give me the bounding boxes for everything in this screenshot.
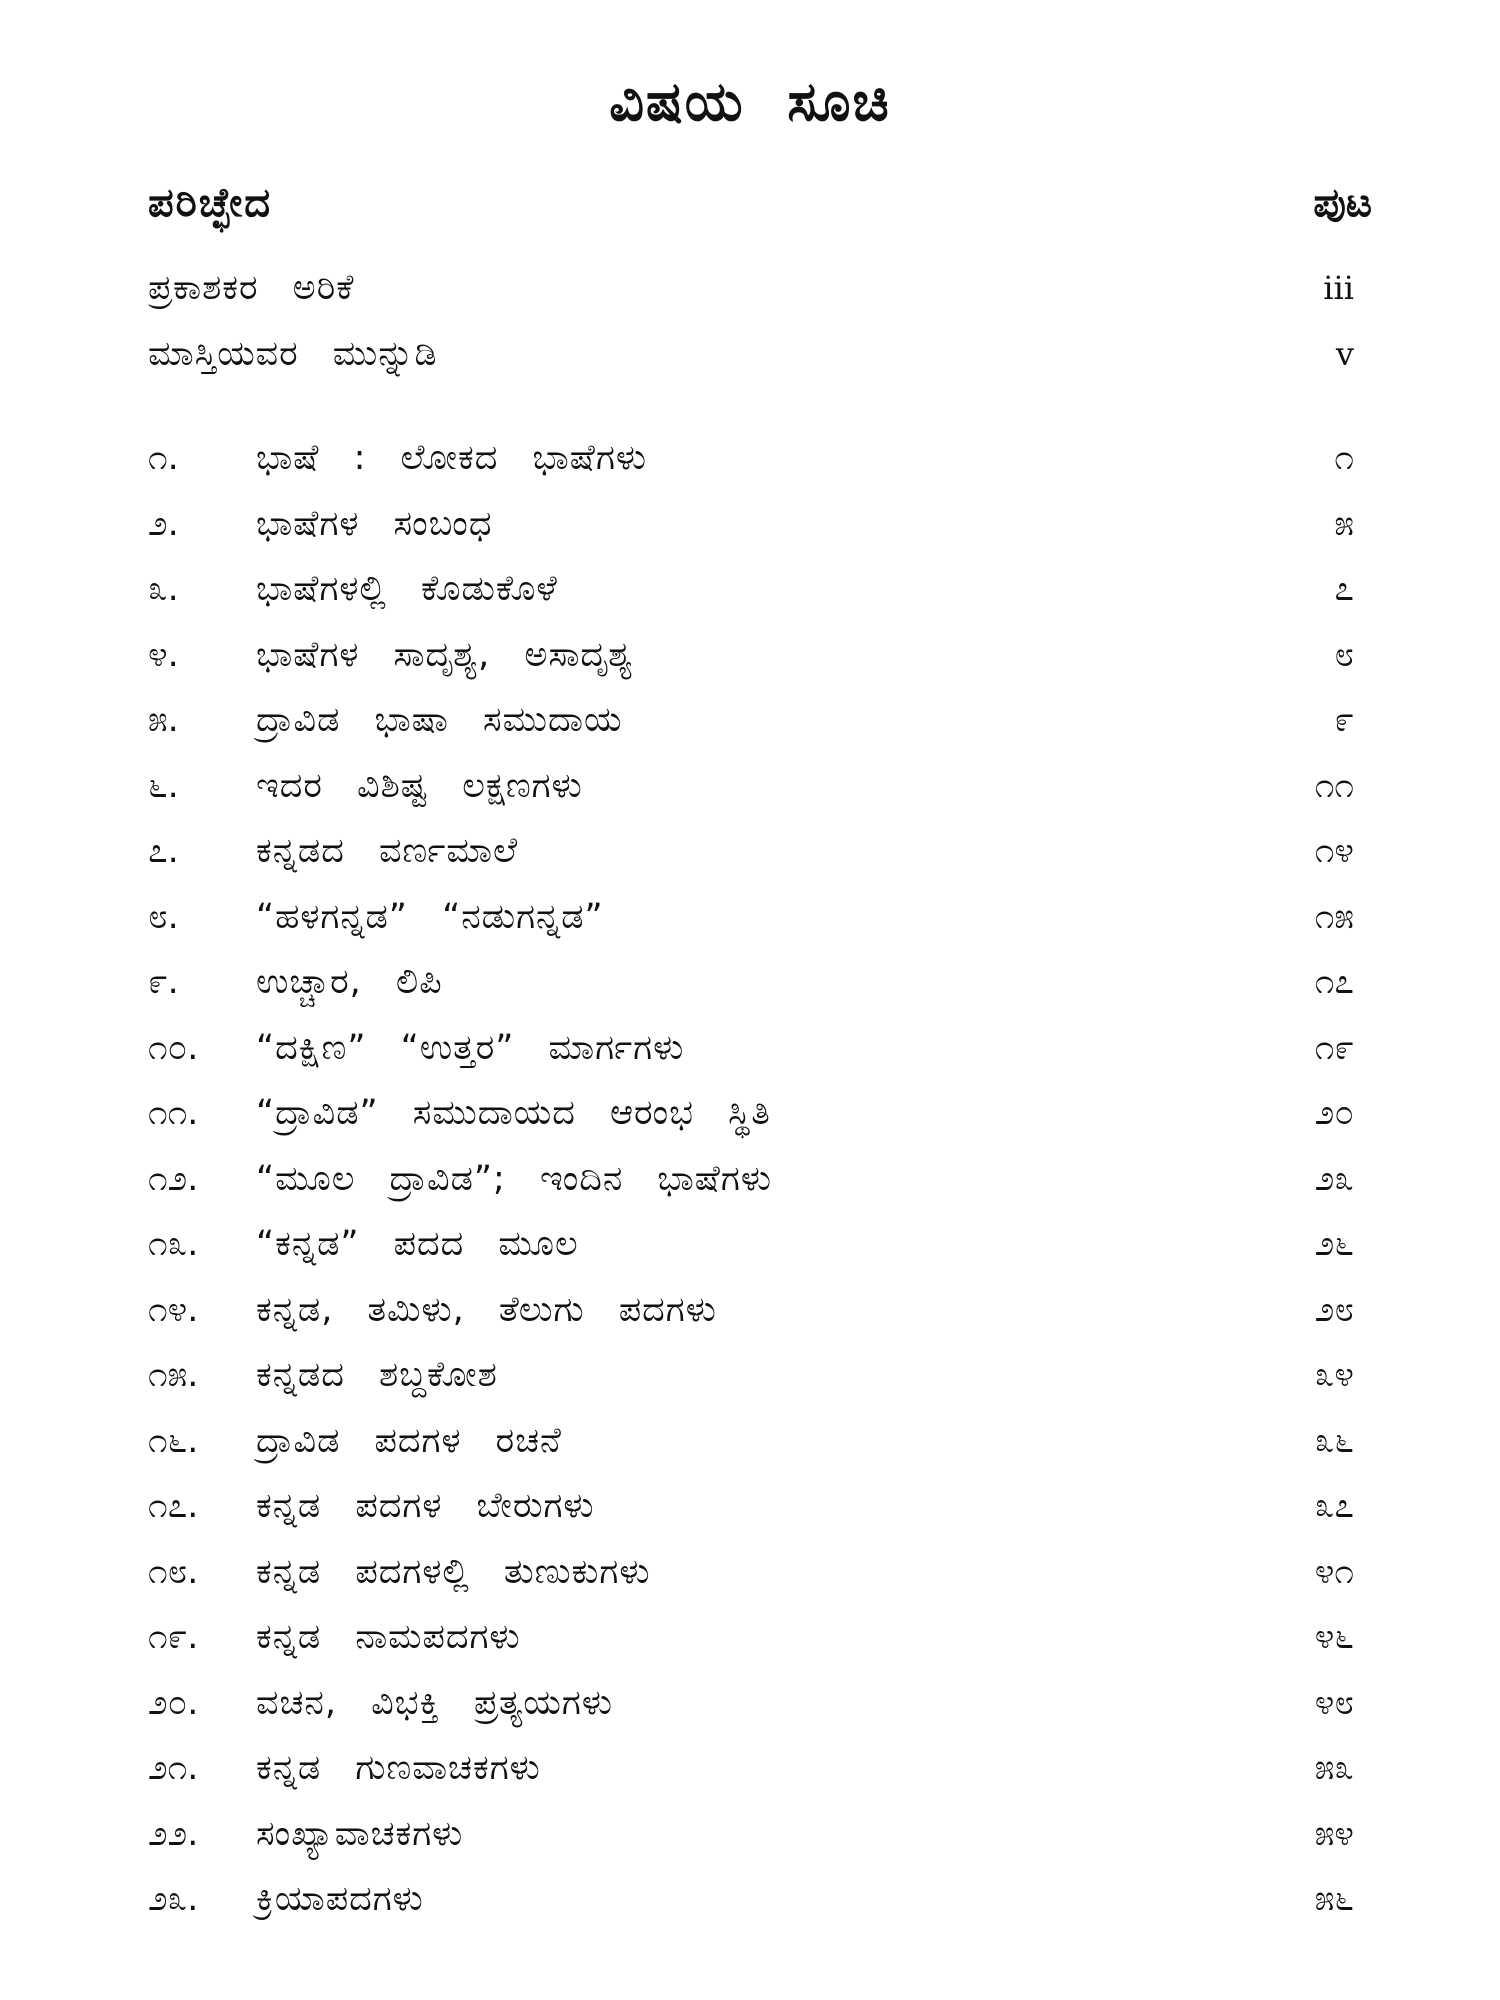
chapter-title: “ದ್ರಾವಿಡ” ಸಮುದಾಯದ ಆರಂಭ ಸ್ಥಿತಿ [256, 1093, 771, 1133]
chapter-number: ೨೦. [148, 1683, 199, 1723]
chapter-number: ೨೧. [148, 1748, 199, 1788]
chapter-title: “ಮೂಲ ದ್ರಾವಿಡ”; ಇಂದಿನ ಭಾಷೆಗಳು [256, 1159, 772, 1199]
chapter-page-number: ೭ [1334, 569, 1354, 609]
chapter-row [148, 1673, 1370, 1733]
chapter-page-number: ೪೮ [1314, 1683, 1354, 1723]
chapter-row [148, 1869, 1370, 1929]
chapter-title: ಭಾಷೆ : ಲೋಕದ ಭಾಷೆಗಳು [256, 438, 648, 478]
chapter-page-number: ೨೬ [1314, 1224, 1354, 1264]
chapter-title: ಕನ್ನಡ, ತಮಿಳು, ತೆಲುಗು ಪದಗಳು [256, 1290, 717, 1330]
chapter-row [148, 559, 1370, 619]
chapter-title: ವಚನ, ವಿಭಕ್ತಿ ಪ್ರತ್ಯಯಗಳು [256, 1683, 613, 1723]
chapter-row [148, 1149, 1370, 1209]
chapter-number: ೧೪. [148, 1290, 199, 1330]
chapter-title: ಕನ್ನಡ ಪದಗಳಲ್ಲಿ ತುಣುಕುಗಳು [256, 1552, 651, 1592]
chapter-title: ಭಾಷೆಗಳಲ್ಲಿ ಕೊಡುಕೊಳೆ [256, 569, 558, 609]
chapter-row [148, 1738, 1370, 1798]
chapter-title: “ಹಳಗನ್ನಡ” “ನಡುಗನ್ನಡ” [256, 897, 604, 937]
chapter-page-number: ೩೬ [1314, 1421, 1354, 1461]
chapter-page-number: ೩೪ [1314, 1355, 1354, 1395]
chapter-number: ೧೦. [148, 1028, 199, 1068]
chapter-page-number: ೨೦ [1314, 1093, 1354, 1133]
chapter-row [148, 1476, 1370, 1536]
chapter-page-number: ೧ [1334, 438, 1354, 478]
entry-page-number: v [1335, 335, 1354, 373]
chapter-title: ದ್ರಾವಿಡ ಪದಗಳ ರಚನೆ [256, 1421, 562, 1461]
chapter-number: ೪. [148, 635, 179, 675]
front-matter-row [148, 258, 1370, 318]
chapter-page-number: ೧೧ [1314, 766, 1354, 806]
chapter-page-number: ೨೮ [1314, 1290, 1354, 1330]
chapter-number: ೧೭. [148, 1486, 199, 1526]
chapter-page-number: ೧೯ [1314, 1028, 1354, 1068]
chapter-page-number: ೩೭ [1314, 1486, 1354, 1526]
chapter-title: ಉಚ್ಚಾರ, ಲಿಪಿ [256, 962, 443, 1002]
chapter-row [148, 690, 1370, 750]
chapter-row [148, 1411, 1370, 1471]
chapter-row [148, 756, 1370, 816]
chapter-number: ೭. [148, 831, 179, 871]
entry-title: ಪ್ರಕಾಶಕರ ಅರಿಕೆ [148, 268, 355, 308]
chapter-page-number: ೮ [1334, 635, 1354, 675]
chapter-row [148, 887, 1370, 947]
chapter-title: ಭಾಷೆಗಳ ಸಾದೃಶ್ಯ, ಅಸಾದೃಶ್ಯ [256, 635, 634, 675]
chapter-number: ೯. [148, 962, 179, 1002]
chapter-title: ಕನ್ನಡ ಪದಗಳ ಬೇರುಗಳು [256, 1486, 595, 1526]
chapter-page-number: ೧೭ [1314, 962, 1354, 1002]
chapter-row [148, 1018, 1370, 1078]
chapter-row [148, 952, 1370, 1012]
chapter-number: ೩. [148, 569, 179, 609]
page-column-header: ಪುಟ [1313, 180, 1372, 226]
chapter-title: “ದಕ್ಷಿಣ” “ಉತ್ತರ” ಮಾರ್ಗಗಳು [256, 1028, 685, 1068]
chapter-page-number: ೫೪ [1314, 1814, 1354, 1854]
chapter-number: ೧೮. [148, 1552, 199, 1592]
chapter-number: ೧೩. [148, 1224, 199, 1264]
chapter-page-number: ೪೧ [1314, 1552, 1354, 1592]
chapter-number: ೫. [148, 700, 179, 740]
chapter-number: ೬. [148, 766, 179, 806]
chapter-title: ಭಾಷೆಗಳ ಸಂಬಂಧ [256, 504, 493, 544]
chapter-page-number: ೪೬ [1314, 1617, 1354, 1657]
chapter-row [148, 1804, 1370, 1864]
chapter-title: ಇದರ ವಿಶಿಷ್ಟ ಲಕ್ಷಣಗಳು [256, 766, 583, 806]
chapter-number: ೧೨. [148, 1159, 199, 1199]
chapter-number: ೧. [148, 438, 179, 478]
chapter-title: ಕನ್ನಡ ನಾಮಪದಗಳು [256, 1617, 521, 1657]
chapter-row [148, 428, 1370, 488]
chapter-title: “ಕನ್ನಡ” ಪದದ ಮೂಲ [256, 1224, 579, 1264]
front-matter-row [148, 324, 1370, 384]
chapter-title: ಕ್ರಿಯಾಪದಗಳು [256, 1879, 424, 1919]
chapter-page-number: ೫ [1334, 504, 1354, 544]
chapter-number: ೧೯. [148, 1617, 199, 1657]
chapter-row [148, 1607, 1370, 1667]
chapter-row [148, 1345, 1370, 1405]
chapter-row [148, 1214, 1370, 1274]
chapter-number: ೨. [148, 504, 179, 544]
chapter-page-number: ೯ [1334, 700, 1354, 740]
chapter-title: ಸಂಖ್ಯಾವಾಚಕಗಳು [256, 1814, 464, 1854]
chapter-page-number: ೫೩ [1314, 1748, 1354, 1788]
chapter-title: ಕನ್ನಡ ಗುಣವಾಚಕಗಳು [256, 1748, 541, 1788]
chapter-title: ಕನ್ನಡದ ಶಬ್ದಕೋಶ [256, 1355, 498, 1395]
chapter-title: ದ್ರಾವಿಡ ಭಾಷಾ ಸಮುದಾಯ [256, 700, 623, 740]
chapter-row [148, 821, 1370, 881]
chapter-row [148, 1542, 1370, 1602]
chapter-number: ೨೨. [148, 1814, 199, 1854]
chapter-title: ಕನ್ನಡದ ವರ್ಣಮಾಲೆ [256, 831, 519, 871]
chapter-page-number: ೨೩ [1314, 1159, 1354, 1199]
chapter-page-number: ೫೬ [1314, 1879, 1354, 1919]
chapter-row [148, 625, 1370, 685]
chapter-page-number: ೧೫ [1314, 897, 1354, 937]
chapter-column-header: ಪರಿಚ್ಛೇದ [148, 180, 273, 226]
chapter-page-number: ೧೪ [1314, 831, 1354, 871]
chapter-row [148, 1280, 1370, 1340]
chapter-row [148, 1083, 1370, 1143]
entry-page-number: iii [1323, 269, 1354, 307]
chapter-number: ೮. [148, 897, 179, 937]
chapter-number: ೧೬. [148, 1421, 199, 1461]
page-title: ವಿಷಯ ಸೂಚಿ [609, 70, 891, 133]
entry-title: ಮಾಸ್ತಿಯವರ ಮುನ್ನುಡಿ [148, 334, 438, 374]
chapter-number: ೧೧. [148, 1093, 199, 1133]
chapter-row [148, 494, 1370, 554]
chapter-number: ೧೫. [148, 1355, 199, 1395]
chapter-number: ೨೩. [148, 1879, 199, 1919]
